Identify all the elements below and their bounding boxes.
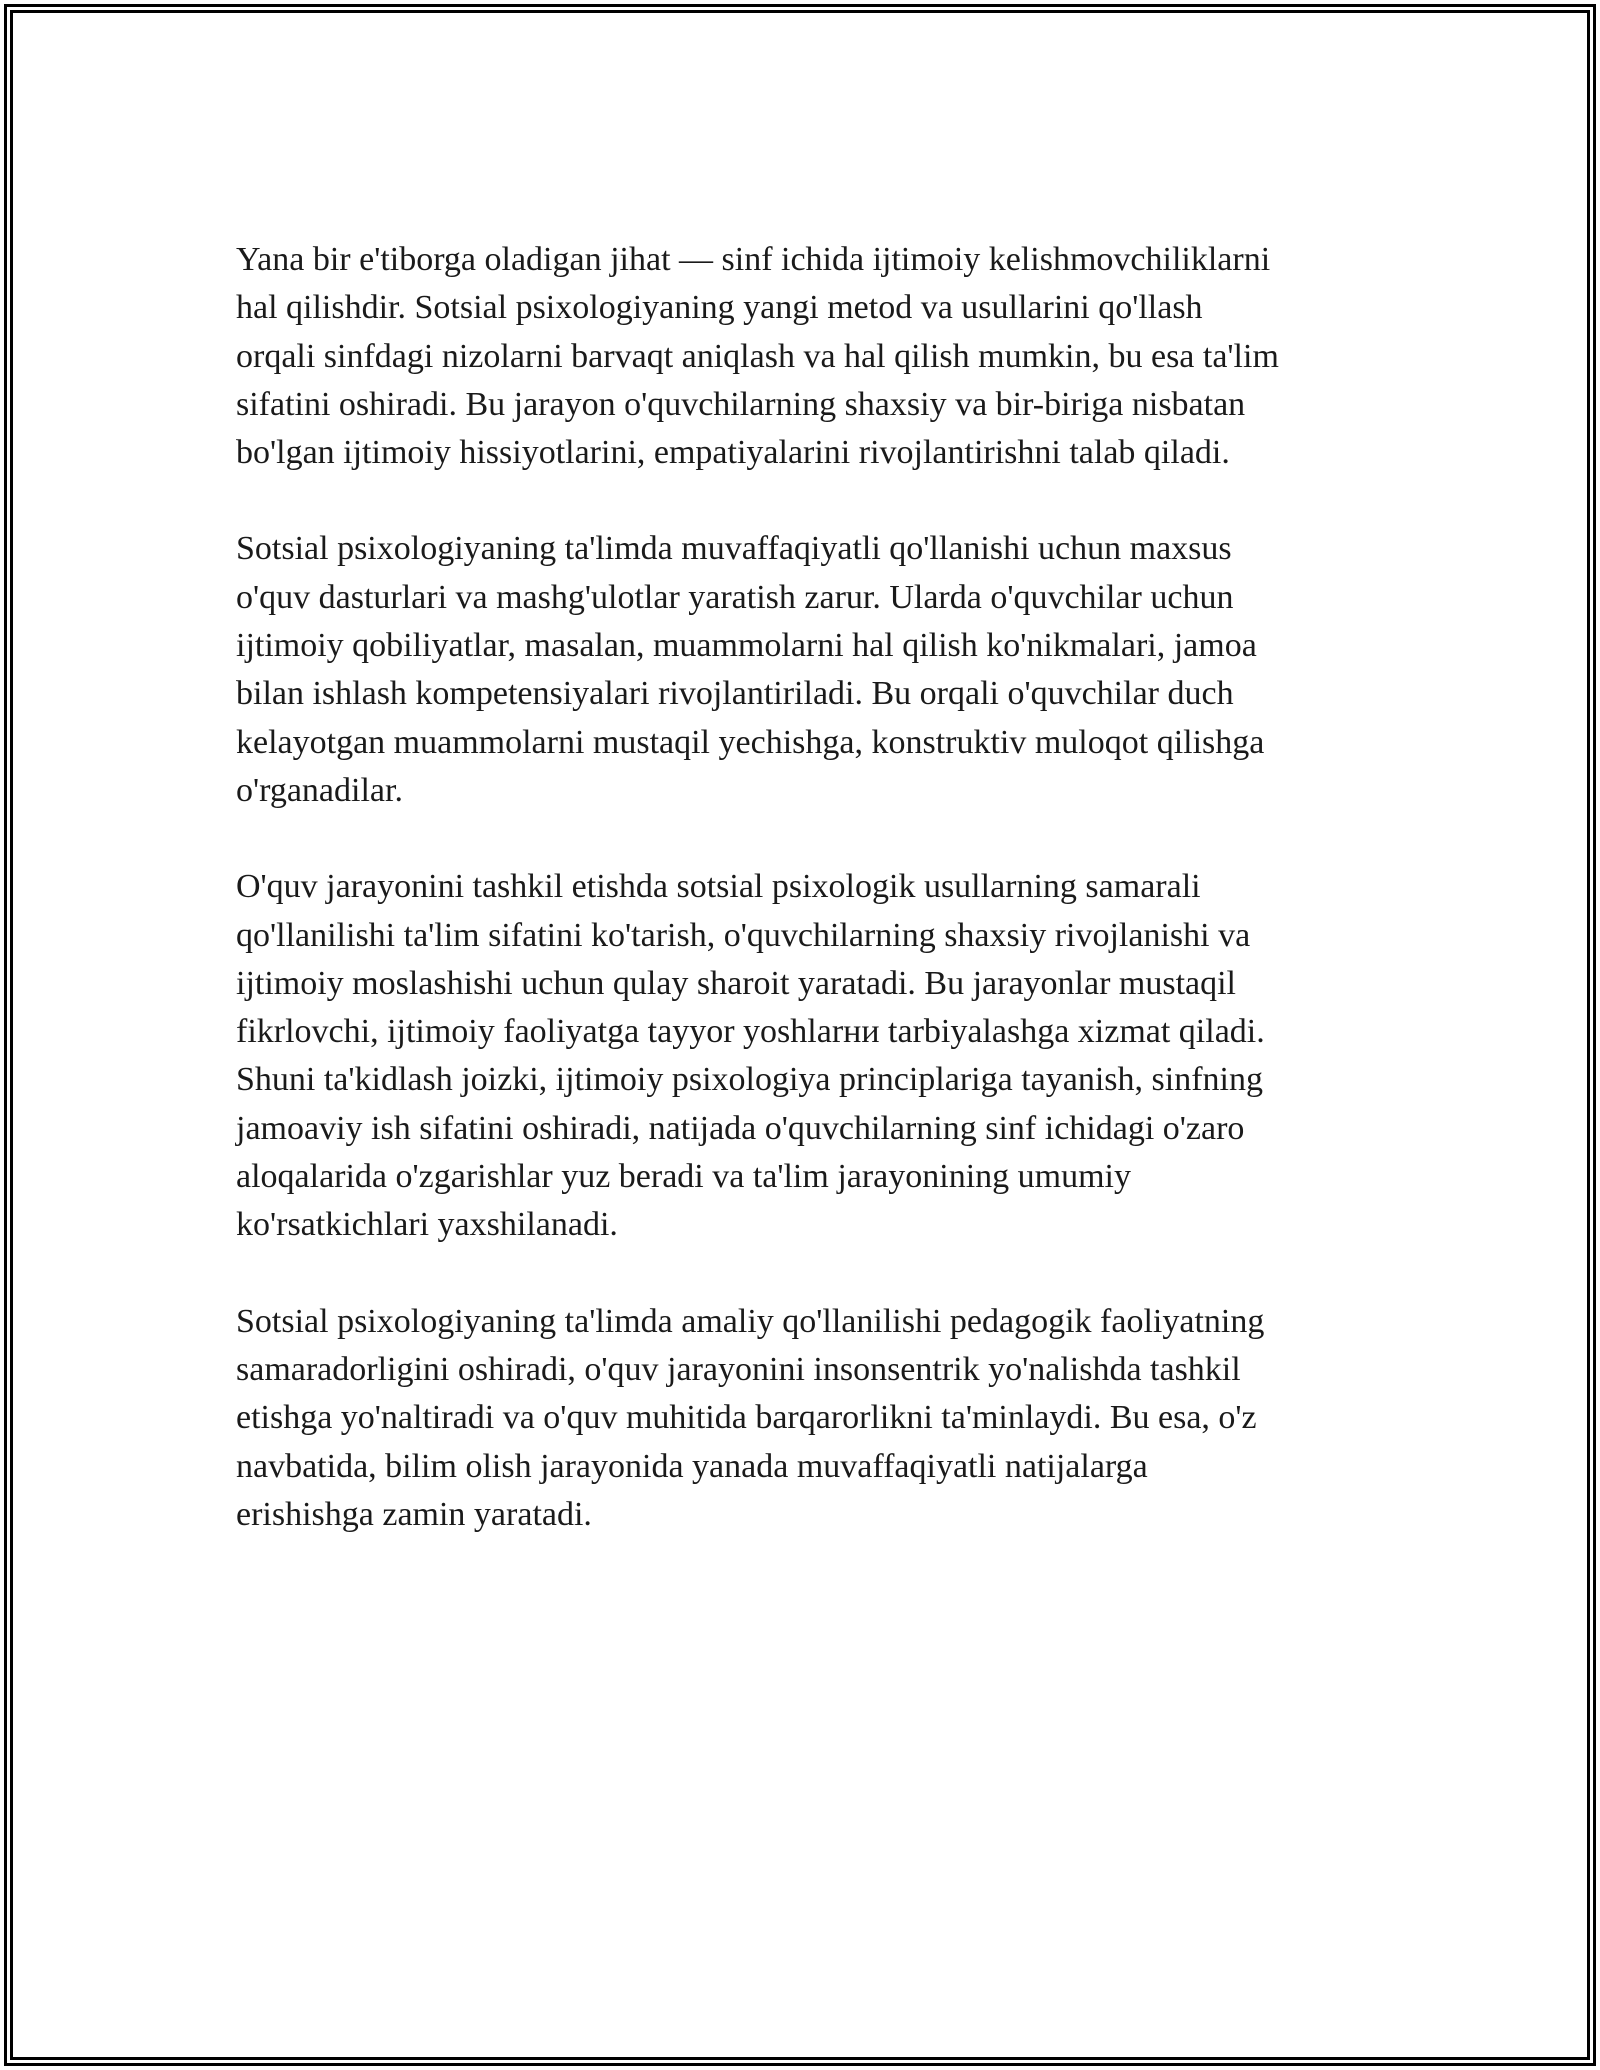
- document-body: [236, 236, 1376, 1587]
- paragraph-1: Yana bir e'tiborga oladigan jihat — sinf ichida ijtimoiy kelishmovchiliklarni hal qilishdir. Sotsial psixologiyaning yangi metod va usullarini qo'llash orqali sinfdagi nizolarni barvaqt aniqlash va hal qilish mumkin, bu esa ta'lim sifatini oshiradi. Bu jarayon o'quvchilarning shaxsiy va bir-biriga nisbatan bo'lgan ijtimoiy hissiyotlarini, empatiyalarini rivojlantirishni talab qiladi.: [236, 241, 1279, 472]
- paragraph-2: Sotsial psixologiyaning ta'limda muvaffaqiyatli qo'llanishi uchun maxsus o'quv dasturlari va mashg'ulotlar yaratish zarur. Ularda o'quvchilar uchun ijtimoiy qobiliyatlar, masalan, muammolarni hal qilish ko'nikmalari, jamoa bilan ishlash kompetensiyalari rivojlantiriladi. Bu orqali o'quvchilar duch kelayotgan muammolarni mustaqil yechishga, konstruktiv muloqot qilishga o'rganadilar.: [236, 530, 1265, 809]
- paragraph-4: Sotsial psixologiyaning ta'limda amaliy qo'llanilishi pedagogik faoliyatning samaradorligini oshiradi, o'quv jarayonini insonsentrik yo'nalishda tashkil etishga yo'naltiradi va o'quv muhitida barqarorlikni ta'minlaydi. Bu esa, o'z navbatida, bilim olish jarayonida yanada muvaffaqiyatli natijalarga erishishga zamin yaratadi.: [236, 1302, 1265, 1533]
- paragraph-3: O'quv jarayonini tashkil etishda sotsial psixologik usullarning samarali qo'llanilishi ta'lim sifatini ko'tarish, o'quvchilarning shaxsiy rivojlanishi va ijtimoiy moslashishi uchun qulay sharoit yaratadi. Bu jarayonlar mustaqil fikrlovchi, ijtimoiy faoliyatga tayyor yoshlarни tarbiyalashga xizmat qiladi. Shuni ta'kidlash joizki, ijtimoiy psixologiya principlariga tayanish, sinfning jamoaviy ish sifatini oshiradi, natijada o'quvchilarning sinf ichidagi o'zaro aloqalarida o'zgarishlar yuz beradi va ta'lim jarayonining umumiy ko'rsatkichlari yaxshilanadi.: [236, 868, 1265, 1244]
